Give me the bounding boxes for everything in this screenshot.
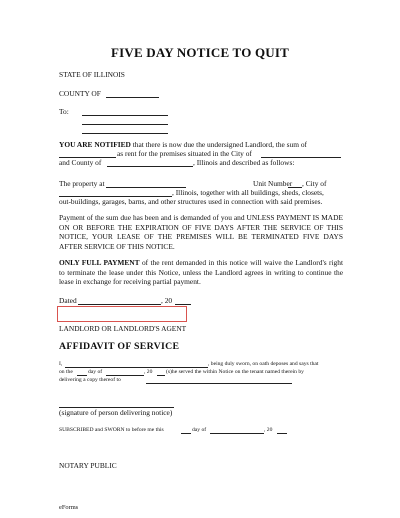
sworn-text-c: , 20 — [264, 427, 273, 433]
full-payment-paragraph — [59, 258, 343, 287]
affidavit-line2-a: on the — [59, 369, 73, 375]
affidavit-line1-a: I, — [59, 361, 63, 367]
state-label: STATE OF ILLINOIS — [59, 70, 125, 79]
affidavit-heading: AFFIDAVIT OF SERVICE — [59, 341, 180, 352]
footer-brand: eForms — [59, 504, 79, 511]
notary-label: NOTARY PUBLIC — [59, 461, 117, 470]
sworn-year-blank[interactable] — [277, 433, 287, 434]
county-blank[interactable] — [106, 97, 159, 98]
county-name-blank[interactable] — [107, 166, 193, 167]
notice-bold-lead: YOU ARE NOTIFIED — [59, 140, 131, 149]
notice-line3-county: and County of — [59, 158, 102, 167]
property-line-2: , Illinois, together with all buildings, sheds, closets, — [172, 188, 324, 197]
affidavit-line3: delivering a copy thereof to — [59, 377, 121, 383]
sworn-day-blank[interactable] — [181, 433, 191, 434]
delivery-signature-caption: (signature of person delivering notice) — [59, 408, 173, 417]
sworn-month-blank[interactable] — [210, 433, 264, 434]
dated-year-blank[interactable] — [175, 304, 191, 305]
affidavit-line2-b: day of — [88, 369, 103, 375]
county-label: COUNTY OF — [59, 89, 101, 98]
property-line-1b: Unit Number — [253, 179, 293, 188]
landlord-label: LANDLORD OR LANDLORD'S AGENT — [59, 324, 187, 333]
notice-line-2: as rent for the premises situated in the City of — [117, 149, 252, 158]
sworn-text-a: SUBSCRIBED and SWORN to before me this — [59, 427, 164, 433]
payment-paragraph: Payment of the sum due has been and is demanded of you and UNLESS PAYMENT IS MADE ON OR BEFORE THE EXPIRATION OF FIVE DAYS AFTER THE SERVICE OF THIS NOTICE, YOUR LEASE OF THE PREMISES WILL BE TERMINATED FIVE DAYS AFTER SERVICE OF THIS NOTICE. — [59, 213, 343, 251]
full-payment-bold-lead: ONLY FULL PAYMENT — [59, 258, 140, 267]
property-line-1a: The property at — [59, 179, 105, 188]
to-label: To: — [59, 107, 69, 116]
delivered-to-blank[interactable] — [146, 383, 292, 384]
notice-line1-text: that there is now due the undersigned Landlord, the sum of — [130, 140, 307, 149]
dated-blank[interactable] — [78, 304, 161, 305]
affidavit-line2-d: (s)he served the within Notice on the tenant named therein by — [166, 369, 304, 375]
full-payment-text: of the rent demanded in this notice will waive the Landlord's right to terminate the lease under this Notice, unless the Landlord agrees in writing to continue the lease in exchange for receiving partial payment. — [59, 258, 343, 287]
document-title: FIVE DAY NOTICE TO QUIT — [111, 45, 289, 60]
landlord-signature-field[interactable] — [57, 306, 187, 322]
affidavit-line1-b: , being duly sworn, on oath deposes and says that — [208, 361, 319, 367]
notice-line3-illinois: , Illinois and described as follows: — [193, 158, 295, 167]
recipient-line-1[interactable] — [82, 115, 168, 116]
recipient-line-3[interactable] — [82, 133, 168, 134]
sworn-text-b: day of — [192, 427, 207, 433]
dated-label: Dated — [59, 296, 77, 305]
dated-year-prefix: , 20 — [161, 296, 173, 305]
property-line-3: out-buildings, garages, barns, and other structures used in connection with said premises. — [59, 197, 323, 206]
recipient-line-2[interactable] — [82, 124, 168, 125]
property-line-1c: , City of — [302, 179, 327, 188]
affidavit-year-blank[interactable] — [157, 375, 165, 376]
affidavit-line2-c: , 20 — [144, 369, 153, 375]
